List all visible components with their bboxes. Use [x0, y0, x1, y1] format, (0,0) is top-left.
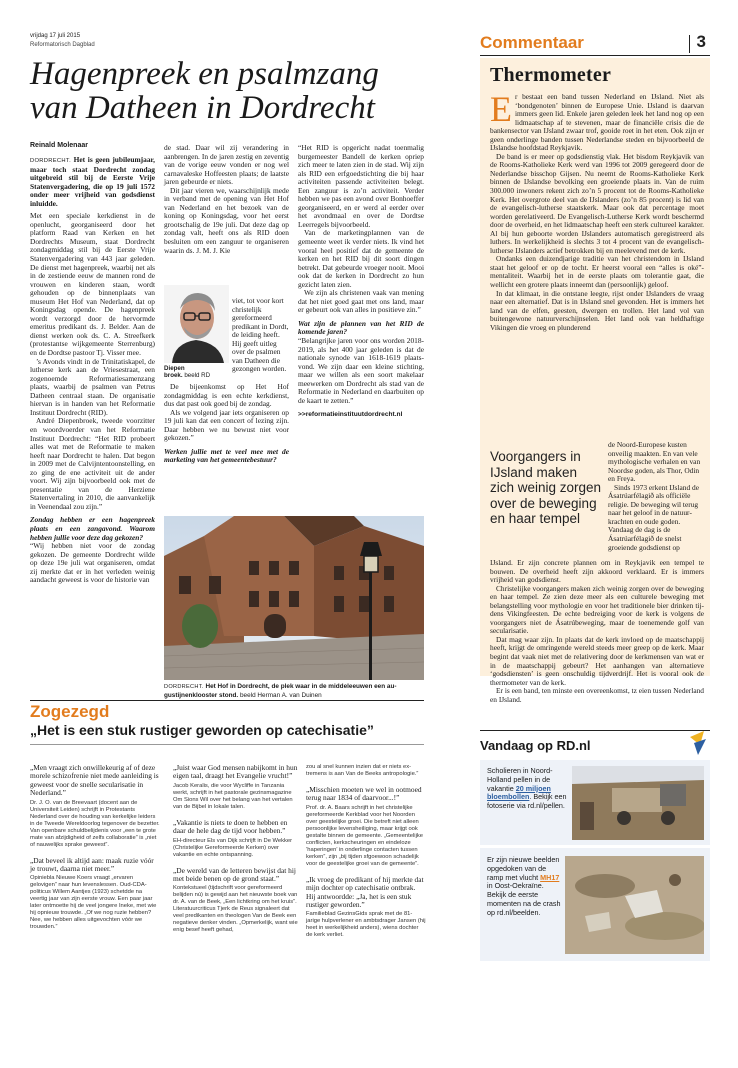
- paper-name: Reformatorisch Dagblad: [30, 42, 95, 48]
- website-link[interactable]: >>reformatieinstituutdordrecht.nl: [298, 411, 403, 419]
- portrait-photo-diepenbroek: [164, 285, 229, 363]
- commentary-body-bottom: IJsland. Er zijn concrete plannen om in Reykjavik een tempel te bouwen. De overheid heeft zijn akkoord verklaard. Er is immers vrijheid van godsdienst. Christelijke voorgangers maken zich weinig zorgen over de beweging en haar tempel. Ze zien deze meer als een culturele beweging met belangstelling voor mythologie en voor het traditionele bier drinken tijdens Vikingfeesten. De echte bedreiging voor de kerk is volgens de voorgangers niet de Ásatrúbeweging, maar de toenemende golf van secularisatie. Dat mag waar zijn. In plaats dat de kerk invloed op de maatschappij heeft, krijgt de omringende wereld steeds meer greep op de kerk. Maar begint dat vaak niet met de relativering door de kerkmensen van wat er in de maatschappij gebeurt? Het aanhangen van alternatieve ‘godsdiensten’ is geen onschuldig tijdverdrijf. Het is vooral ook de thermometer van de kerk. Er is een band, ten minste een overeenkomst, tz eien tussen Nederland en IJsland.: [490, 558, 704, 704]
- article-paragraph: Van de marketingplannen van de gemeente weet ik verder niets. Ik vind het vooral heel positief dat de gemeente de kerken en het RID bij dit soort dingen betrekt. Dat gebeurde vroeger nooit. Mooi ook dat de kerken in Dordrecht zo hun gezicht laten zien.: [298, 228, 424, 289]
- portrait-caption: Diepen broek. beeld RD: [164, 365, 211, 380]
- courtyard-image: [164, 516, 424, 680]
- headline-line-2: van Datheen in Dordrecht: [30, 90, 375, 126]
- article-paragraph: “Wij hebben niet voor de zondag gekozen. De gemeente Dordrecht wilde op deze 19e juli wat organiseren, omdat zij merkte dat er in het verleden weinig aandacht geweest is voor de historie van: [30, 541, 155, 585]
- article-paragraph: We zijn als christenen vaak van mening dat het niet goed gaat met ons land, maar er gebeurt ook van alles in positieve zin.”: [298, 288, 424, 315]
- article-paragraph: “Het RID is opgericht nadat toenmalig burgemeester Bandell de kerken opriep zich meer te laten zien in de stad. Wij zijn als RID een erfgoedstichting die bij haar activiteiten passende activiteiten belegt. Een zanguur is zo’n activiteit. Verder hebben we pas een avond over Bonhoeffer georganiseerd, en er werd al eerder over het avondmaal en over de Dordtse Leerregels bijvoorbeeld.: [298, 143, 424, 229]
- byline: Reinald Molenaar: [30, 142, 88, 149]
- rd-promo-1[interactable]: [480, 760, 710, 845]
- article-column-2-wrap: viet, tot voor kort christelijk gereformeerd predikant in Dordt, de leiding heeft. Hij geeft uitleg over de psalmen van Datheen die gezongen worden.: [232, 296, 289, 374]
- crash-debris-photo: [565, 856, 704, 954]
- het-hof-caption: DORDRECHT. Het Hof in Dordrecht, de plek waar in de middeleeuwen een augustijnenklooster stond. beeld Herman A. van Duinen: [164, 683, 397, 699]
- promo-text: Scholieren in Noord-Holland pellen in de vakantie 20 miljoen bloembollen. Bekijk een fotoserie via rd.nl/pellen.: [487, 766, 567, 811]
- zogezegd-rule-2: [30, 744, 424, 745]
- bulb-field-photo: [572, 766, 704, 840]
- rd-sidebar-rule: [480, 730, 710, 731]
- dropcap: E: [490, 89, 512, 129]
- commentary-paragraph: Er bestaat een band tussen Nederland en IJsland. Niet als ‘bondgenoten’ binnen de Europese Unie. IJsland is daarvan immers geen lid. Enkele jaren geleden leek het land nog op een lidmaatschap af te stevenen, maar de financiële crisis die de bankensector van IJsland zwaar trof, gooide roet in het eten. Ook zijn er geen onderlinge banden tussen Nederlandse steden en bijvoorbeeld de IJslandse hoofdstad Reykjavik.: [490, 89, 704, 153]
- quote-item: „Ik vroeg de predikant of hij merkte dat mijn dochter op catechisatie ontbrak. Hij antwoordde: „Ja, het is een stuk rustiger geworden.” Familieblad GezinsGids sprak met de 81-jarige hulpverlener en ambtsdrager Jansen (hij heet in werkelijkheid anders), wiens dochter de kerk verliet.: [306, 874, 426, 939]
- zogezegd-column-3: [306, 764, 426, 947]
- commentary-paragraph: Ondanks een duizendjarige traditie van het christendom in IJsland staat het geloof er op de tocht. Er heerst vooral een “alles is oké”-mentaliteit. Waarbij het in de eerste plaats om tolerantie gaat, die wellicht een grotere plaats inneemt dan (persoonlijk) geloof.: [490, 254, 704, 290]
- zogezegd-rule: [30, 700, 424, 701]
- quote-item: „Men vraagt zich onwillekeurig af of deze morele schizofrenie niet mede aanleiding is geweest voor de snelle secularisatie in Nederland.” Dr. J. O. van de Breevaart (docent aan de Universiteit Leiden) schrijft in Protestants Nederland over de houding van kerkelijke leiders in de Tweede Wereldoorlog tegenover de bezetter. Van openbare schuldbelijdenis voor „een te grote mate van afzijdigheid of zelfs collaboratie” is „niet of nauwelijks sprake geweest”.: [30, 763, 160, 848]
- quote-item: „De wereld van de letteren bewijst dat hij met beide benen op de grond staat.” Kontekstueel (tijdschrift voor gereformeerd belijden nú) is gewijd aan het nieuwste boek van dr. A. van de Beek, „Een lichtkring om het kruis”. Literatuurcriticus Tjerk de Reus signaleert dat veel predikanten en theologen Van de Beek een negatieve denker vinden. „Opmerkelijk, want wie enig besef heeft gehad,: [173, 865, 298, 934]
- headline-line-1: Hagenpreek en psalmzang: [30, 56, 379, 92]
- commentary-title: Thermometer: [490, 64, 612, 86]
- quote-item: „Juist waar God mensen nabijkomt in hun eigen taal, draagt het Evangelie vrucht!” Jacob Keralis, die voor Wycliffe in Tanzania werkt, schrijft in het pastorale gezinsmagazine Om Sions Wil over het belang van het vertalen van de Bijbel in lokale talen.: [173, 763, 298, 810]
- article-column-2: [164, 144, 289, 255]
- article-paragraph: Dit jaar vieren we, waarschijnlijk mede in verband met de opening van Het Hof van Nederland en het bezoek van de koning op Koningsdag, voor het eerst grootschalig de 19e juli. Dat deze dag op zondag valt, heeft ons als RID doen besluiten om een zanguur te organiseren waarin ds. J. M. J. Kie: [164, 185, 289, 255]
- article-paragraph: André Diepenbroek, tweede voorzitter en woordvoerder van het Reformatie Instituut Dordrecht: “Het RID probeert alles wat met de Reformatie te maken heeft naar Dordrecht te halen. Dat begon in 2009 met de Calvijntentoonstelling, en zo ging de ene activiteit uit de ander voort. Wij zijn bijvoorbeeld ook met de presentatie van de Herziene Statenvertaling in 2010, die aanvankelijk in Veenendaal zou zijn.”: [30, 416, 155, 511]
- pull-quote: Voorgangers in IJsland maken zich weinig zorgen over de beweging en haar tempel: [490, 449, 602, 526]
- rd-promo-2[interactable]: [480, 848, 710, 961]
- header-divider: [689, 35, 690, 53]
- article-column-2-bottom: [164, 383, 289, 465]
- issue-date: vrijdag 17 juli 2015: [30, 33, 81, 39]
- promo-text: Er zijn nieuwe beelden opgedoken van de ramp met vlucht MH17 in Oost-Oekraïne. Bekijk de eerste momenten na de crash op rd.nl/beelden.: [487, 855, 561, 917]
- rd-sidebar-title: Vandaag op RD.nl: [480, 738, 591, 753]
- commentary-paragraph: De band is er meer op godsdienstig vlak. Het bisdom Reykjavik van de Rooms-Katholieke Kerk werd van 1996 tot 2009 geregeerd door de Nederlandse bisschop Gijsen. Nu neemt de Rooms-Katholieke Kerk binnen de IJslandse bevolking een groeiende plaats in. Van de ruim 300.000 inwoners rekent zich zo’n 5 procent tot de Rooms-Katholieke Kerk. Het overgrote deel van de IJslanders (zo’n 85 procent) is lid van de evangelisch-lutherse staatskerk. Maar ook dat percentage moet worden gerelativeerd. De Evangelisch-Lutherse Kerk wordt beschermd door de overheid, en het lidmaatschap heeft een sterk cultureel karakter. Al bij hun geboorte worden IJslanders automatisch geregistreerd als luthers. In werkelijkheid is slechts 3 tot 4 procent van de evangelisch-lutherse IJslanders actief betrokken bij en meelevend met de kerk.: [490, 151, 704, 255]
- commentary-body: [490, 89, 704, 332]
- article-lead: DORDRECHT. Het is geen jubileumjaar, maar toch staat Dordrecht zondag uitgebreid stil bij de Eerste Vrije Statenvergadering, die op 19 juli 1572 onder meer vrijheid van godsdienst inluidde.: [30, 156, 155, 208]
- interview-question: Zondag hebben er een hagenpreek plaats en een zangavond. Waarom hebben jullie voor deze dag gekozen?: [30, 515, 155, 542]
- article-column-3: [298, 144, 424, 420]
- section-label: Commentaar: [480, 33, 584, 52]
- portrait-image: [164, 285, 229, 363]
- article-paragraph: Met een speciale kerkdienst in de openlucht, georganiseerd door het platform Raad van Kerken en het Dordrechts Museum, staat Dordrecht zondagmiddag stil bij de Eerste Vrije Statenvergadering van 443 jaar geleden. De dienst met hagenpreek, waarbij net als in de zestiende eeuw de mannen rond de vrouwen en kinderen staan, wordt gehouden op de binnenplaats van museum Het Hof van Nederland, dat op Koningsdag opende. De hagenpreek wordt verzorgd door de hervormde emeritus predikant ds. J. Belder. Aan de dienst werken ook ds. C. A. Streefkerk (protestantse wijkgemeente Sterrenburg) en de Dordtse pastoor Tj. Visser mee.: [30, 211, 155, 358]
- headline: [30, 57, 450, 125]
- commentary-section-title: [480, 32, 710, 56]
- interview-question: Wat zijn de plannen van het RID de komende jaren?: [298, 318, 424, 337]
- quote-item: „Vakantie is niets te doen te hebben en daar de hele dag de tijd voor hebben.” EH-directeur Els van Dijk schrijft in De Wekker (Christelijke Gereformeerde Kerken) over vakantie en echte ontspanning.: [173, 817, 293, 858]
- zogezegd-headline: „Het is een stuk rustiger geworden op catechisatie”: [30, 722, 374, 738]
- het-hof-photo: [164, 516, 424, 680]
- zogezegd-column-2: [173, 764, 301, 942]
- commentary-paragraph: In dat klimaat, in die ontstane leegte, rijst onder IJslanders de vraag naar een alternatief. Dat is in IJsland snel gevonden. Het is immers het land van de elfen, geesten, dwergen en trollen. Het land vol van buitengewone natuurverschijnselen. Het land ook van heldhaftige Vikingen die vroeg en plunderend: [490, 288, 704, 332]
- quote-item: „Dat beveel ik altijd aan: maak ruzie vóór je trouwt, daarna niet meer.” Opiniebla Nieuwe Koers vraagt „ervaren gelovigen” naar hun levenslessen. Oud-CDA-politicus Willem Aantjes (1923) schetdde na veertig jaar van zijn eerste vrouw. Een paar jaar later ontmoette hij de veel jongere Ineke, met wie hij opnieuw trouwde. „Of we nog ruzie hebben? Nee, we hebben alles uitgevochten vóór we trouwden.”: [30, 855, 157, 931]
- article-paragraph: Als we volgend jaar iets organiseren op 19 juli kan dat een concert of lezing zijn. Daar hebben we nu bewust niet voor gekozen.”: [164, 407, 289, 443]
- quote-item: „Misschien moeten we wel in ootmoed terug naar 1834 of daarvoor...!” Prof. dr. A. Baars schrijft in het christelijke gereformeerde Kerkblad voor het Noorden over geestelijke groei. Die betreft niet alleen persoonlijke levensheiliging, maar krijgt ook gestalte binnen de gemeente. „Gemeentelijke conflicten, kerkscheuringen en eindeloze ‘haperingen’ in onderlinge contacten tussen kerken”, zijn „bij tijden sfgoewoon schadelijk voor de geestelijke groei van de gemeente”.: [306, 785, 423, 867]
- page-number: 3: [696, 32, 706, 51]
- interview-question: Werken jullie met te veel mee met de marketing van het gemeentebestuur?: [164, 446, 289, 465]
- rd-logo-icon: [688, 731, 708, 755]
- quote-item: zou al snel kunnen inzien dat er niets extremens is aan Van de Beeks antropologie.”: [306, 764, 419, 777]
- zogezegd-column-1: [30, 764, 160, 939]
- article-paragraph: De bijeenkomst op Het Hof zondagmiddag is een echte kerkdienst, dus dat past ook goed bij de zondag.: [164, 382, 289, 409]
- article-paragraph: de stad. Daar wil zij verandering in aanbrengen. In de jaren zestig en zeventig van de vorige eeuw vonden er nog wel carnavaleske Hoffeesten plaats; de laatste jaren gebeurde er niets.: [164, 143, 289, 187]
- zogezegd-title: Zogezegd: [30, 702, 110, 721]
- promo-link[interactable]: MH17: [540, 872, 560, 882]
- article-column-1: [30, 156, 155, 703]
- commentary-wrap: de Noord-Europese kusten onveilig maakten. En van vele mythologische verhalen en van Noordse goden, als Thor, Odin en Freya. Sinds 1973 erkent IJsland de Ásatrúarfélagið als officiële religie. De beweging wil terug naar het geloof in de natuurkrachten en oude goden. Vandaag de dag is de Ásatrúarfélagið de snelst groeiende godsdienst op: [608, 440, 701, 552]
- article-paragraph: ’s Avonds vindt in de Trinitatiskapel, de lutherse kerk aan de Vriesestraat, een zogenoemde Reformatiesamenzang plaats, waarbij de psalmen van Petrus Datheen centraal staan. De organisatie hiervan is in handen van het Reformatie Instituut Dordrecht (RID).: [30, 356, 155, 417]
- promo-link[interactable]: 20 miljoen bloembollen: [487, 783, 551, 802]
- article-paragraph: “Belangrijke jaren voor ons worden 2018-2019, als het 400 jaar geleden is dat de nationale synode van 1618-1619 plaatsvond. We zijn daar een kleine stichting, maar we willen als een soort makelaar meewerken om Dordrecht als stad van de Reformatie in Nederland en daarbuiten op de kaart te zetten.”: [298, 336, 424, 405]
